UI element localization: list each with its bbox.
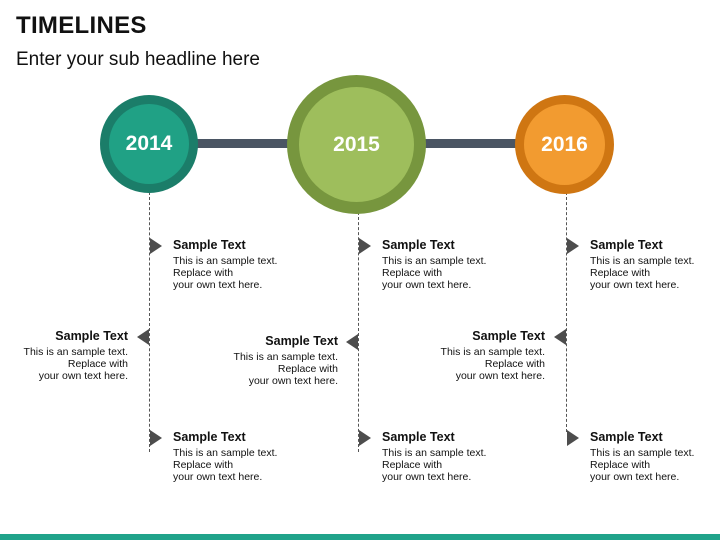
entry-line: Replace with	[484, 358, 545, 370]
entry-line: your own text here.	[173, 279, 263, 291]
entry-line: This is an sample text.	[382, 447, 487, 459]
timeline-entry	[382, 431, 486, 483]
entry-line: your own text here.	[38, 370, 128, 382]
arrow-right-icon	[150, 430, 162, 446]
entry-line: your own text here.	[382, 279, 472, 291]
entry-line: your own text here.	[590, 279, 680, 291]
timeline-entry	[173, 239, 277, 291]
arrow-right-icon	[567, 238, 579, 254]
entry-line: This is an sample text.	[590, 255, 695, 267]
footer-accent-bar	[0, 534, 720, 540]
entry-line: This is an sample text.	[173, 255, 278, 267]
entry-heading: Sample Text	[382, 430, 455, 444]
entry-heading: Sample Text	[265, 334, 338, 348]
timeline-entry	[590, 239, 694, 291]
arrow-right-icon	[150, 238, 162, 254]
entry-line: your own text here.	[455, 370, 545, 382]
timeline-entry	[382, 239, 486, 291]
timeline-guide-2014	[149, 192, 150, 452]
entry-heading: Sample Text	[590, 238, 663, 252]
entry-line: Replace with	[277, 363, 338, 375]
milestone-2015	[287, 75, 426, 214]
timeline-entry	[24, 330, 128, 382]
entry-line: your own text here.	[248, 375, 338, 387]
timeline-entry	[441, 330, 545, 382]
entry-line: your own text here.	[590, 471, 680, 483]
arrow-left-icon	[137, 329, 149, 345]
page-subtitle: Enter your sub headline here	[16, 49, 260, 70]
entry-heading: Sample Text	[472, 329, 545, 343]
entry-line: your own text here.	[382, 471, 472, 483]
entry-line: Replace with	[173, 267, 234, 279]
entry-line: Replace with	[590, 267, 651, 279]
entry-line: This is an sample text.	[440, 346, 545, 358]
timeline-connector-1	[196, 139, 292, 148]
entry-line: Replace with	[382, 459, 443, 471]
timeline-entry	[590, 431, 694, 483]
milestone-2014	[100, 95, 198, 193]
entry-line: This is an sample text.	[173, 447, 278, 459]
timeline-connector-2	[422, 139, 518, 148]
entry-line: Replace with	[382, 267, 443, 279]
milestone-year-label: 2014	[125, 132, 173, 155]
entry-heading: Sample Text	[382, 238, 455, 252]
entry-line: Replace with	[173, 459, 234, 471]
timeline-entry	[234, 335, 338, 387]
page-title: TIMELINES	[16, 12, 147, 39]
arrow-left-icon	[554, 329, 566, 345]
entry-line: Replace with	[67, 358, 128, 370]
entry-heading: Sample Text	[55, 329, 128, 343]
milestone-2016	[515, 95, 614, 194]
entry-line: Replace with	[590, 459, 651, 471]
milestone-year-label: 2015	[333, 132, 380, 156]
arrow-right-icon	[359, 430, 371, 446]
arrow-left-icon	[346, 334, 358, 350]
arrow-right-icon	[567, 430, 579, 446]
timeline-guide-2016	[566, 192, 567, 432]
arrow-right-icon	[359, 238, 371, 254]
milestone-year-label: 2016	[541, 132, 588, 156]
entry-line: This is an sample text.	[23, 346, 128, 358]
entry-line: This is an sample text.	[233, 351, 338, 363]
entry-heading: Sample Text	[173, 238, 246, 252]
entry-line: your own text here.	[173, 471, 263, 483]
entry-line: This is an sample text.	[590, 447, 695, 459]
entry-heading: Sample Text	[590, 430, 663, 444]
entry-heading: Sample Text	[173, 430, 246, 444]
timeline-entry	[173, 431, 277, 483]
entry-line: This is an sample text.	[382, 255, 487, 267]
